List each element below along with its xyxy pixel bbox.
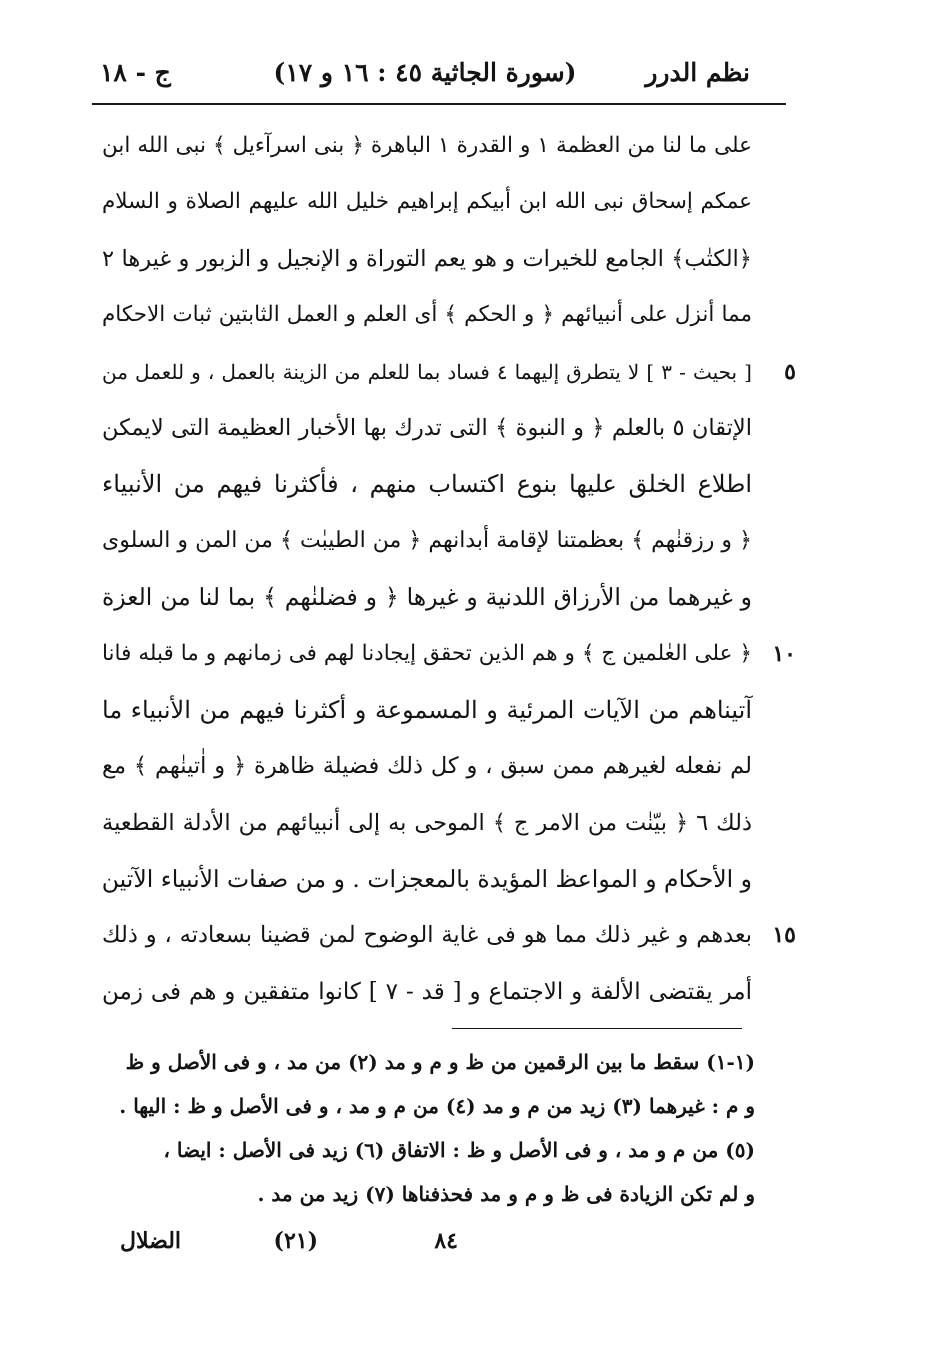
line-number: ١٥ (772, 922, 796, 949)
text-line (102, 400, 752, 456)
line-text: عمكم إسحاق نبى الله ابن أبيكم إبراهيم خليل الله عليهم الصلاة و السلام (102, 189, 752, 215)
line-text: و غيرهما من الأرزاق اللدنية و غيرها ﴿ و فضلنٰهم ﴾ بما لنا من العزة (102, 583, 752, 612)
part-number: ج - ١٨ (100, 58, 171, 87)
line-text: على ما لنا من العظمة ١ و القدرة ١ الباهرة ﴿ بنى اسرآءيل ﴾ نبى الله ابن (102, 133, 753, 158)
line-text: بعدهم و غير ذلك مما هو فى غاية الوضوح لمن قضينا بسعادته ، و ذلك (102, 922, 752, 949)
line-text: ذلك ٦ ﴿ بيّنٰت من الامر ج ﴾ الموحى به إلى أنبيائهم من الأدلة القطعية (102, 809, 752, 836)
line-text: لم نفعله لغيرهم ممن سبق ، و كل ذلك فضيلة ظاهرة ﴿ و اٰتينٰهم ﴾ مع (102, 753, 752, 780)
text-line (102, 795, 752, 851)
text-line (102, 456, 752, 512)
main-text (101, 118, 796, 1020)
line-text: ﴿الكتٰب﴾ الجامع للخيرات و هو يعم التوراة و الإنجيل و الزبور و غيرها ٢ (102, 245, 752, 272)
line-text: آتيناهم من الآيات المرئية و المسموعة و أكثرنا فيهم من الأنبياء ما (102, 695, 752, 724)
text-line (102, 964, 752, 1020)
line-text: ﴿ على العٰلمين ج ﴾ و هم الذين تحقق إيجادنا لهم فى زمانهم و ما قبله فانا (102, 640, 752, 666)
running-header (100, 52, 750, 98)
text-line (102, 231, 752, 287)
text-line (102, 907, 796, 963)
line-text: أمر يقتضى الألفة و الاجتماع و [ قد - ٧ ] كانوا متفقين و هم فى زمن (102, 978, 752, 1005)
footnotes (105, 1040, 755, 1216)
text-line (102, 738, 752, 794)
footnote-rule (452, 1028, 742, 1029)
line-text: [ بحيث - ٣ ] لا يتطرق إليهما ٤ فساد بما للعلم من الزينة بالعمل ، و للعمل من (102, 359, 752, 384)
line-text: اطلاع الخلق عليها بنوع اكتساب منهم ، فأكثرنا فيهم من الأنبياء (102, 470, 752, 499)
footnote-line: (٥) من م و مد ، و فى الأصل و ظ : الاتفاق (٦) زيد فى الأصل : ايضا ، (163, 1138, 755, 1162)
header-rule (92, 103, 786, 105)
footnote-line: و م : غيرهما (٣) زيد من م و مد (٤) من م و مد ، و فى الأصل و ظ : اليها . (119, 1094, 755, 1118)
footnote-line: (١-١) سقط ما بين الرقمين من ظ و م و مد (٢) من مد ، و فى الأصل و ظ (125, 1050, 755, 1074)
signature-mark: (٢١) (273, 1228, 318, 1254)
text-line (102, 851, 752, 907)
line-number: ٥ (784, 358, 796, 385)
line-text: ﴿ و رزقنٰهم ﴾ بعظمتنا لإقامة أبدانهم ﴿ من الطيبٰت ﴾ من المن و السلوى (102, 527, 752, 553)
surah-reference: (سورة الجاثية ٤٥ : ١٦ و ١٧) (273, 58, 577, 87)
footnote-line: و لم تكن الزيادة فى ظ و م و مد فحذفناها (٧) زيد من مد . (257, 1182, 755, 1206)
text-line (102, 118, 752, 174)
book-title: نظم الدرر (645, 58, 750, 87)
text-line (102, 344, 796, 400)
page-footer (100, 1222, 750, 1266)
text-line (102, 569, 752, 625)
line-text: مما أنزل على أنبيائهم ﴿ و الحكم ﴾ أى العلم و العمل الثابتين ثبات الاحكام (102, 302, 752, 328)
text-line (102, 287, 752, 343)
page-number: ٨٤ (434, 1228, 458, 1254)
line-number: ١٠ (772, 640, 796, 667)
line-text: و الأحكام و المواعظ المؤيدة بالمعجزات . و من صفات الأنبياء الآتين (101, 865, 752, 894)
line-text: الإتقان ٥ بالعلم ﴿ و النبوة ﴾ التى تدرك بها الأخبار العظيمة التى لايمكن (102, 414, 752, 441)
catchword: الضلال (120, 1228, 182, 1254)
text-line (102, 682, 752, 738)
text-line (102, 626, 796, 682)
text-line (102, 513, 752, 569)
text-line (102, 174, 752, 230)
